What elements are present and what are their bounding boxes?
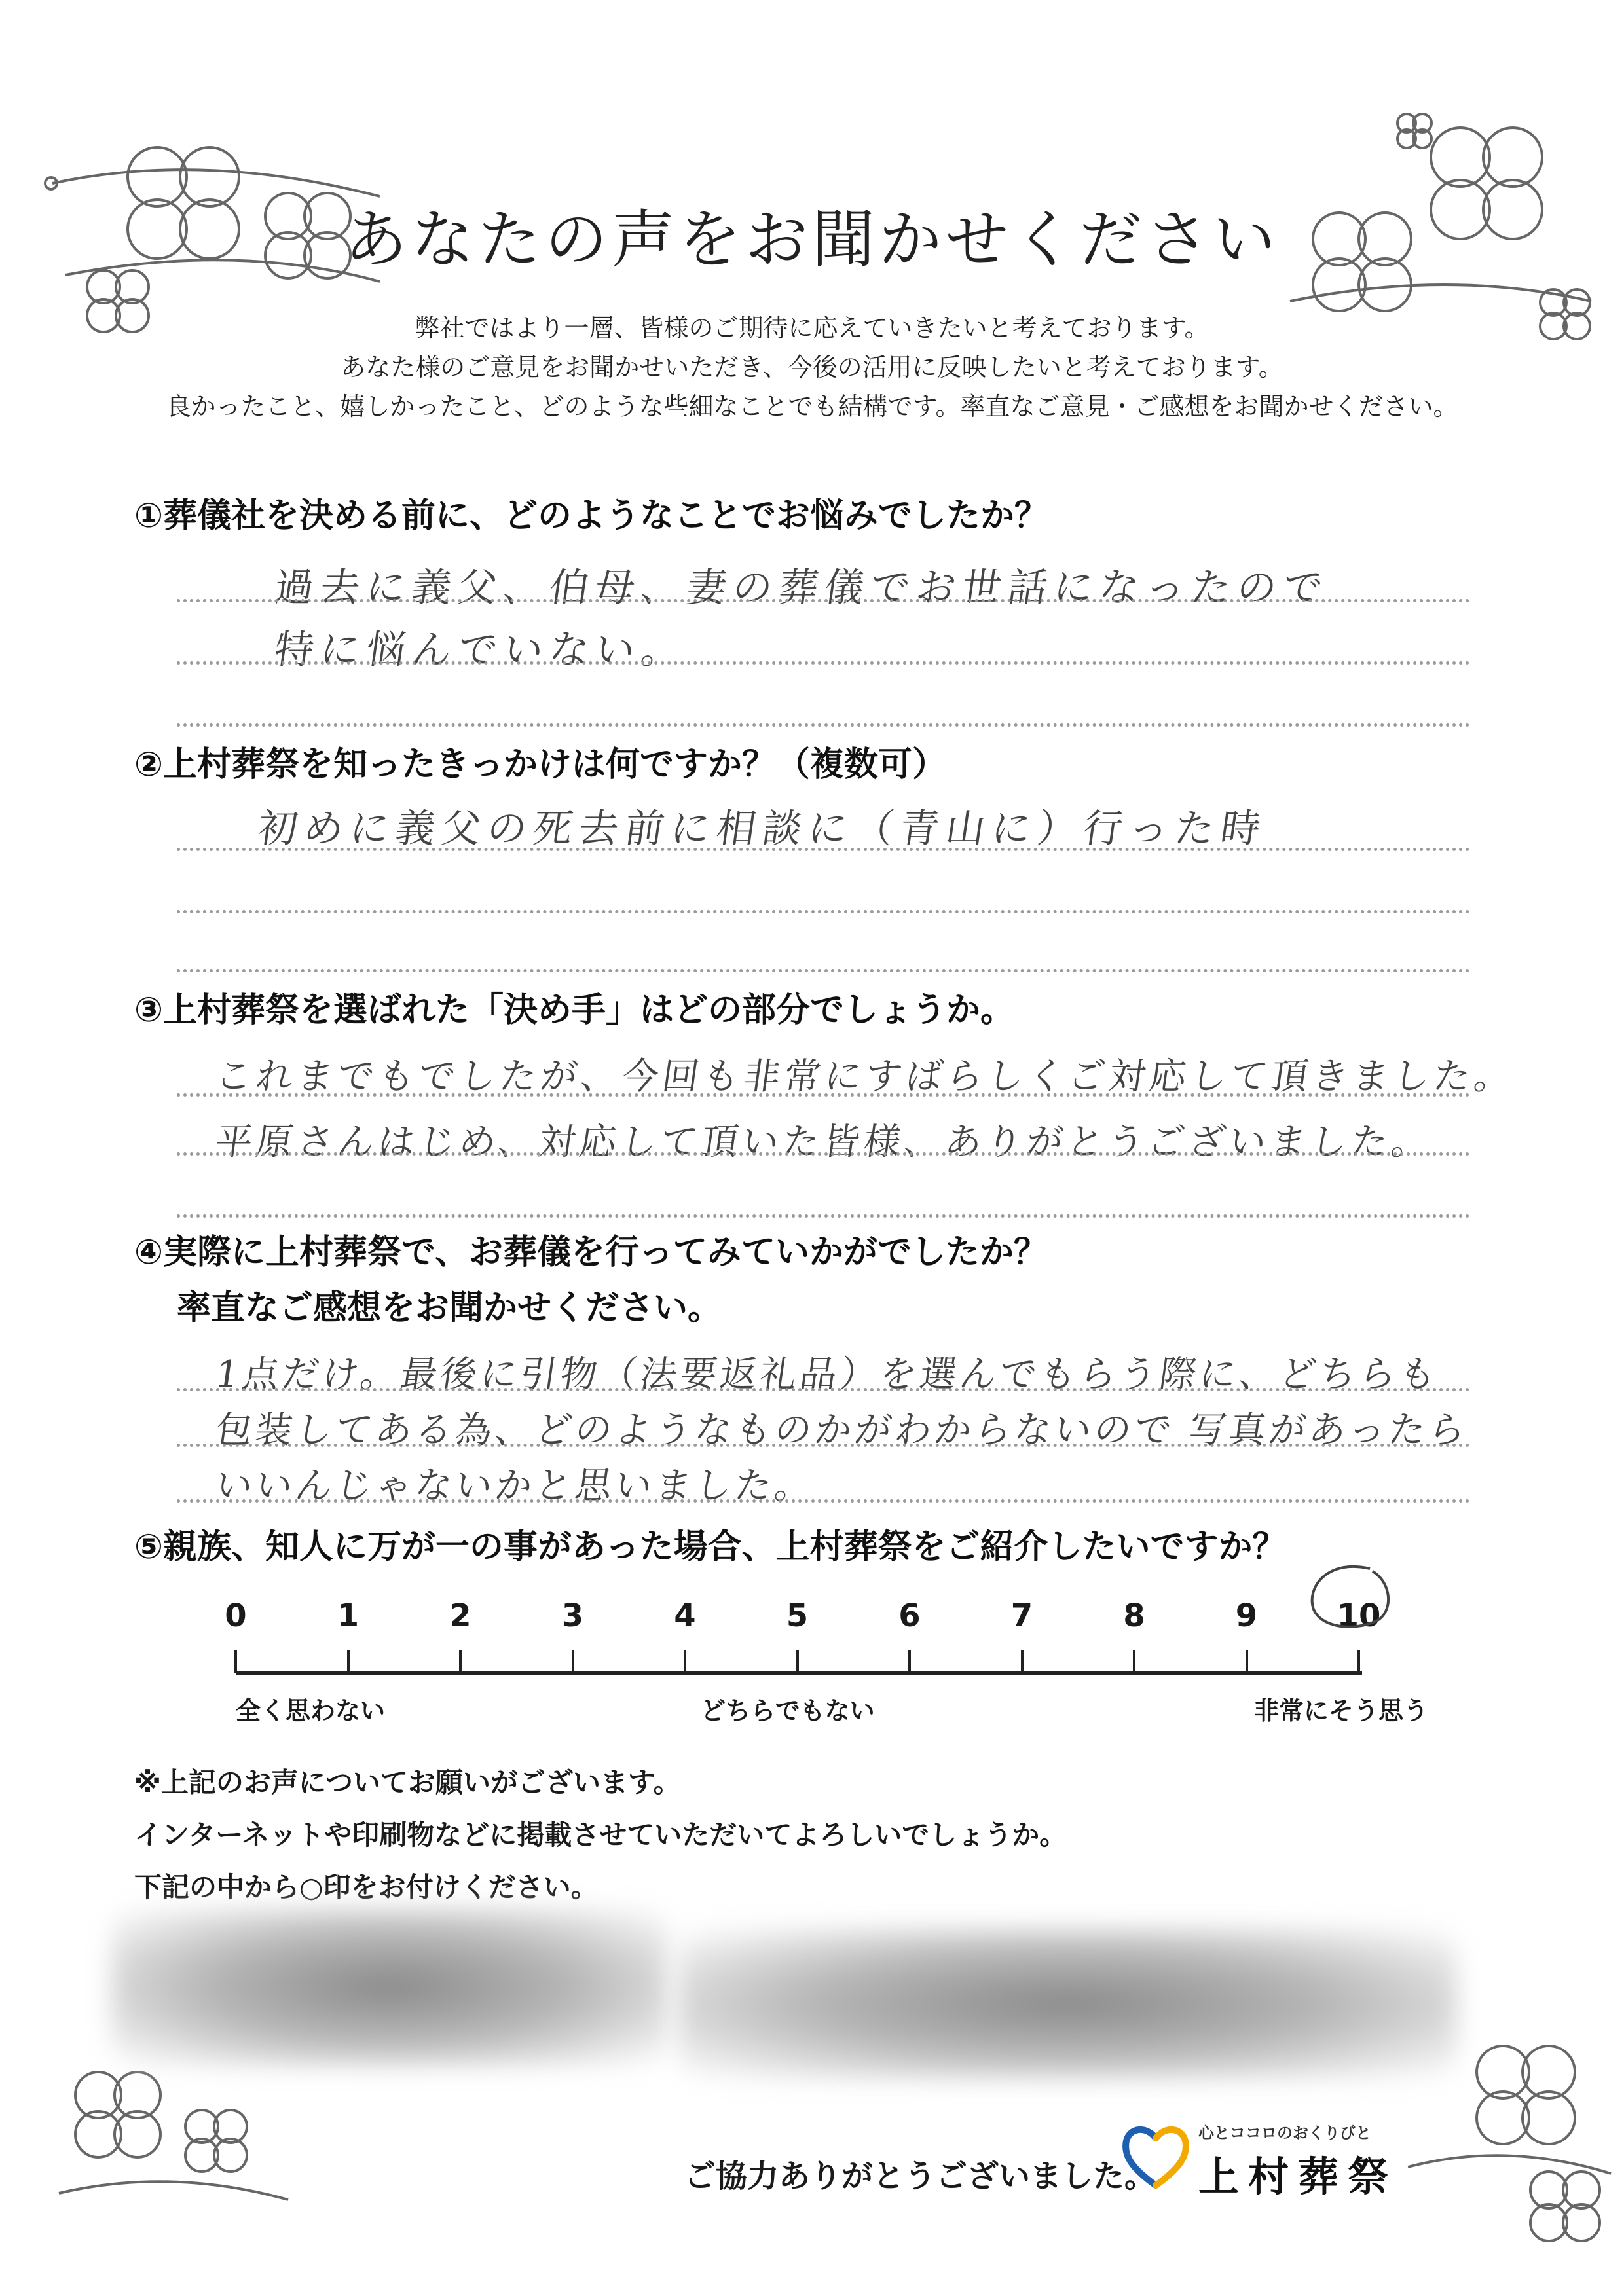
answer-line xyxy=(177,910,1470,913)
question-3-answer-line: これまでもでしたが、今回も非常にすばらしくご対応して頂きました。 xyxy=(212,1055,1518,1098)
answer-line xyxy=(177,848,1470,851)
scale-number: 0 xyxy=(225,1597,247,1634)
question-4-answer-line: いいんじゃないかと思いました。 xyxy=(212,1465,818,1507)
question-4-label: ④実際に上村葬祭で、お葬儀を行ってみていかがでしたか？ xyxy=(134,1233,1048,1272)
redacted-area-left xyxy=(111,1908,668,2066)
answer-line xyxy=(177,1214,1470,1218)
scale-number: 1 xyxy=(337,1597,360,1634)
intro-line: 良かったこと、嬉しかったこと、どのような些細なことでも結構です。率直なご意見・ご感想をお聞かせください。 xyxy=(166,392,1458,421)
scale-tick xyxy=(908,1650,911,1673)
answer-line xyxy=(177,1093,1470,1097)
scale-tick xyxy=(572,1650,574,1673)
scale-tick xyxy=(234,1650,237,1673)
note-line: 下記の中から○印をお付けください。 xyxy=(134,1871,599,1903)
scale-right-label: 非常にそう思う xyxy=(1254,1696,1429,1725)
note-line: インターネットや印刷物などに掲載させていただいてよろしいでしょうか。 xyxy=(134,1819,1067,1851)
scale-number: 2 xyxy=(449,1597,471,1634)
scale-tick xyxy=(1246,1650,1248,1673)
answer-line xyxy=(177,661,1470,665)
question-2-answer-line: 初めに義父の死去前に相談に（青山に）行った時 xyxy=(255,806,1270,852)
question-4-answer-line: 包装してある為、どのようなものかがわからないので 写真があったら xyxy=(212,1409,1472,1451)
scale-tick xyxy=(796,1650,799,1673)
scale-left-label: 全く思わない xyxy=(236,1696,386,1725)
intro-line: あなた様のご意見をお聞かせいただき、今後の活用に反映したいと考えております。 xyxy=(341,353,1283,382)
intro-line: 弊社ではより一層、皆様のご期待に応えていきたいと考えております。 xyxy=(415,314,1209,342)
scale-tick xyxy=(1133,1650,1135,1673)
note-line: ※上記のお声についてお願いがございます。 xyxy=(134,1766,681,1798)
clover-decoration-bottom-left xyxy=(52,2049,301,2285)
circle-mark xyxy=(1304,1563,1396,1635)
question-1-label: ①葬儀社を決める前に、どのようなことでお悩みでしたか？ xyxy=(134,496,1049,536)
answer-line xyxy=(177,1152,1470,1156)
question-1-answer-line: 特に悩んでいない。 xyxy=(271,627,691,673)
scale-tick xyxy=(347,1650,350,1673)
thanks-message: ご協力ありがとうございました。 xyxy=(684,2158,1156,2195)
question-5-label: ⑤親族、知人に万が一の事があった場合、上村葬祭をご紹介したいですか？ xyxy=(134,1527,1287,1567)
scale-number: 9 xyxy=(1235,1597,1258,1634)
question-2-label: ②上村葬祭を知ったきっかけは何ですか？（複数可） xyxy=(134,745,947,784)
question-3-label: ③上村葬祭を選ばれた「決め手」はどの部分でしょうか。 xyxy=(134,991,1015,1030)
scale-tick xyxy=(684,1650,686,1673)
scale-tick xyxy=(459,1650,462,1673)
answer-line xyxy=(177,723,1470,727)
scale-tick xyxy=(1021,1650,1024,1673)
redacted-area-right xyxy=(678,1928,1457,2079)
page-title: あなたの声をお聞かせください xyxy=(344,203,1280,276)
scale-number: 8 xyxy=(1123,1597,1145,1634)
question-4-sublabel: 率直なご感想をお聞かせください。 xyxy=(177,1288,722,1328)
scale-number: 3 xyxy=(561,1597,584,1634)
scale-number: 10 xyxy=(1337,1597,1381,1634)
scale-number: 6 xyxy=(898,1597,921,1634)
question-4-answer-line: 1点だけ。最後に引物（法要返礼品）を選んでもらう際に、どちらも xyxy=(212,1353,1443,1396)
answer-line xyxy=(177,599,1470,602)
scale-mid-label: どちらでもない xyxy=(701,1696,875,1725)
logo-tagline: 心とココロのおくりびと xyxy=(1198,2124,1371,2142)
answer-line xyxy=(177,1444,1470,1447)
logo-name: 上村葬祭 xyxy=(1198,2153,1398,2200)
heart-logo-icon xyxy=(1120,2120,1192,2192)
scale-tick xyxy=(1357,1650,1360,1673)
answer-line xyxy=(177,969,1470,972)
answer-line xyxy=(177,1499,1470,1503)
question-3-answer-line: 平原さんはじめ、対応して頂いた皆様、ありがとうございました。 xyxy=(212,1121,1435,1163)
answer-line xyxy=(177,1388,1470,1391)
scale-number: 4 xyxy=(674,1597,696,1634)
scale-number: 7 xyxy=(1010,1597,1033,1634)
rating-scale-axis xyxy=(236,1671,1362,1675)
question-1-answer-line: 過去に義父、伯母、妻の葬儀でお世話になったので xyxy=(271,565,1333,611)
scale-number: 5 xyxy=(786,1597,809,1634)
